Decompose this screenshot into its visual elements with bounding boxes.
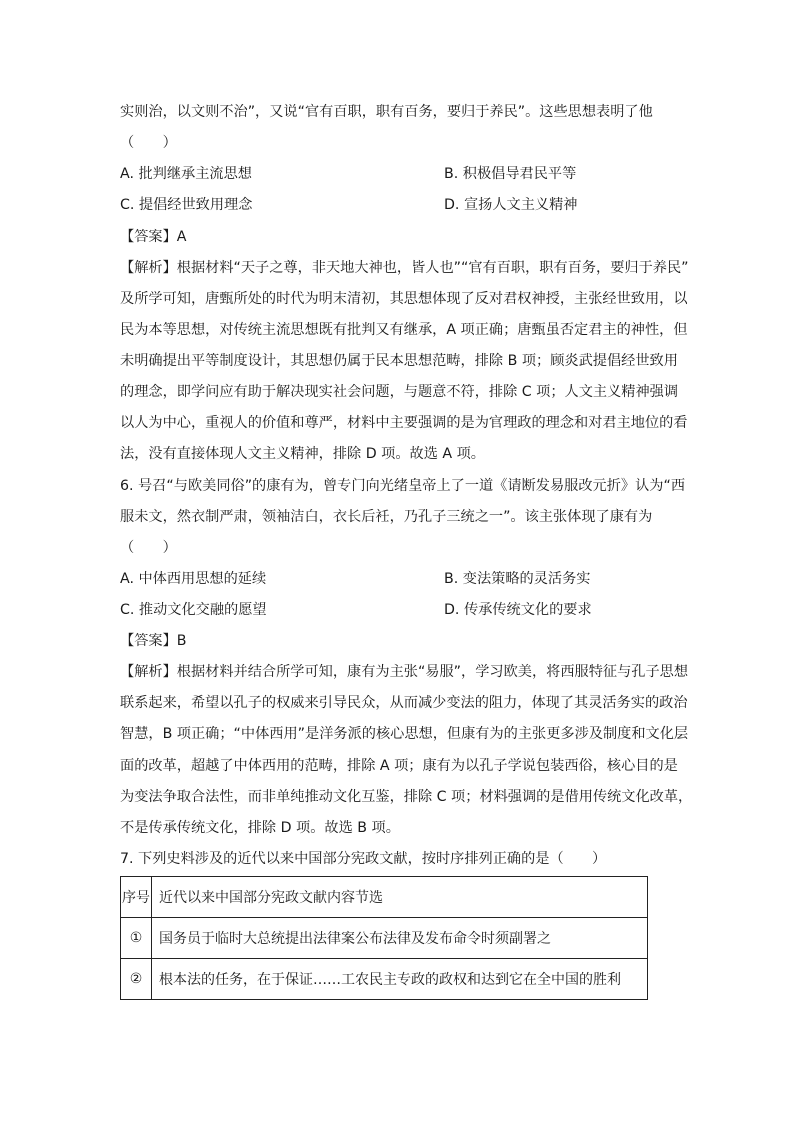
table-header-row	[121, 877, 648, 918]
q6-analysis-line-5: 为变法争取合法性，而非单纯推动文化互鉴，排除 C 项；材料强调的是借用传统文化改革，	[120, 789, 693, 805]
q6-stem-line-1: 6. 号召“与欧美同俗”的康有为，曾专门向光绪皇帝上了一道《请断发易服改元折》认为“西	[120, 478, 686, 494]
q6-analysis-line-2: 联系起来，希望以孔子的权威来引导民众，从而减少变法的阻力，体现了其灵活务实的政治	[120, 695, 688, 711]
q6-option-a: A. 中体西用思想的延续	[120, 571, 267, 587]
q5-analysis-line-1: 【解析】根据材料“天子之尊，非天地大神也，皆人也”“官有百职，职有百务，要归于养民”	[120, 260, 689, 276]
q7-stem: 7. 下列史料涉及的近代以来中国部分宪政文献，按时序排列正确的是（ ）	[120, 851, 607, 867]
table-cell-number: ①	[121, 918, 152, 959]
q5-analysis-line-3: 民为本等思想，对传统主流思想既有批判又有继承，A 项正确；唐甄虽否定君主的神性，但	[120, 322, 688, 338]
q5-option-b: B. 积极倡导君民平等	[444, 166, 577, 182]
table-cell-number: ②	[121, 959, 152, 1000]
q6-analysis-line-6: 不是传承传统文化，排除 D 项。故选 B 项。	[120, 820, 400, 836]
q6-stem-line-2: 服未文，然衣制严肃，领袖洁白，衣长后衽，乃孔子三统之一”。该主张体现了康有为	[120, 509, 653, 525]
table-cell-content: 根本法的任务，在于保证……工农民主专政的政权和达到它在全中国的胜利	[152, 959, 648, 1000]
table-row	[121, 918, 648, 959]
q6-option-b: B. 变法策略的灵活务实	[444, 571, 591, 587]
q5-option-a: A. 批判继承主流思想	[120, 166, 252, 182]
q6-analysis-line-4: 面的改革，超越了中体西用的范畴，排除 A 项；康有为以孔子学说包装西俗，核心目的是	[120, 758, 678, 774]
q5-analysis-line-5: 的理念，即学问应有助于解决现实社会问题，与题意不符，排除 C 项；人文主义精神强调	[120, 384, 679, 400]
table-cell-content: 国务员于临时大总统提出法律案公布法律及发布命令时须副署之	[152, 918, 648, 959]
q5-analysis-line-2: 及所学可知，唐甄所处的时代为明末清初，其思想体现了反对君权神授，主张经世致用，以	[120, 291, 688, 307]
q6-analysis-line-1: 【解析】根据材料并结合所学可知，康有为主张“易服”，学习欧美，将西服特征与孔子思想	[120, 664, 689, 680]
q5-analysis-line-6: 以人为中心，重视人的价值和尊严，材料中主要强调的是为官理政的理念和对君主地位的看	[120, 415, 688, 431]
q6-stem-line-3: （ ）	[120, 540, 177, 556]
q6-analysis-line-3: 智慧，B 项正确；“中体西用”是洋务派的核心思想，但康有为的主张更多涉及制度和文化层	[120, 726, 689, 742]
q5-answer: 【答案】A	[120, 229, 187, 245]
table-header-content: 近代以来中国部分宪政文献内容节选	[152, 877, 648, 918]
q5-analysis-line-4: 未明确提出平等制度设计，其思想仍属于民本思想范畴，排除 B 项；顾炎武提倡经世致用	[120, 353, 678, 369]
q7-document-table	[120, 876, 648, 1000]
q5-stem-line-1: 实则治，以文则不治”，又说“官有百职，职有百务，要归于养民”。这些思想表明了他	[120, 104, 653, 120]
q6-option-d: D. 传承传统文化的要求	[444, 602, 592, 618]
q6-option-c: C. 推动文化交融的愿望	[120, 602, 267, 618]
q6-answer: 【答案】B	[120, 633, 187, 649]
q5-stem-line-2: （ ）	[120, 135, 177, 151]
q5-option-d: D. 宣扬人文主义精神	[444, 197, 578, 213]
q5-analysis-line-7: 法，没有直接体现人文主义精神，排除 D 项。故选 A 项。	[120, 446, 485, 462]
table-header-number: 序号	[121, 877, 152, 918]
q5-option-c: C. 提倡经世致用理念	[120, 197, 253, 213]
table-row	[121, 959, 648, 1000]
